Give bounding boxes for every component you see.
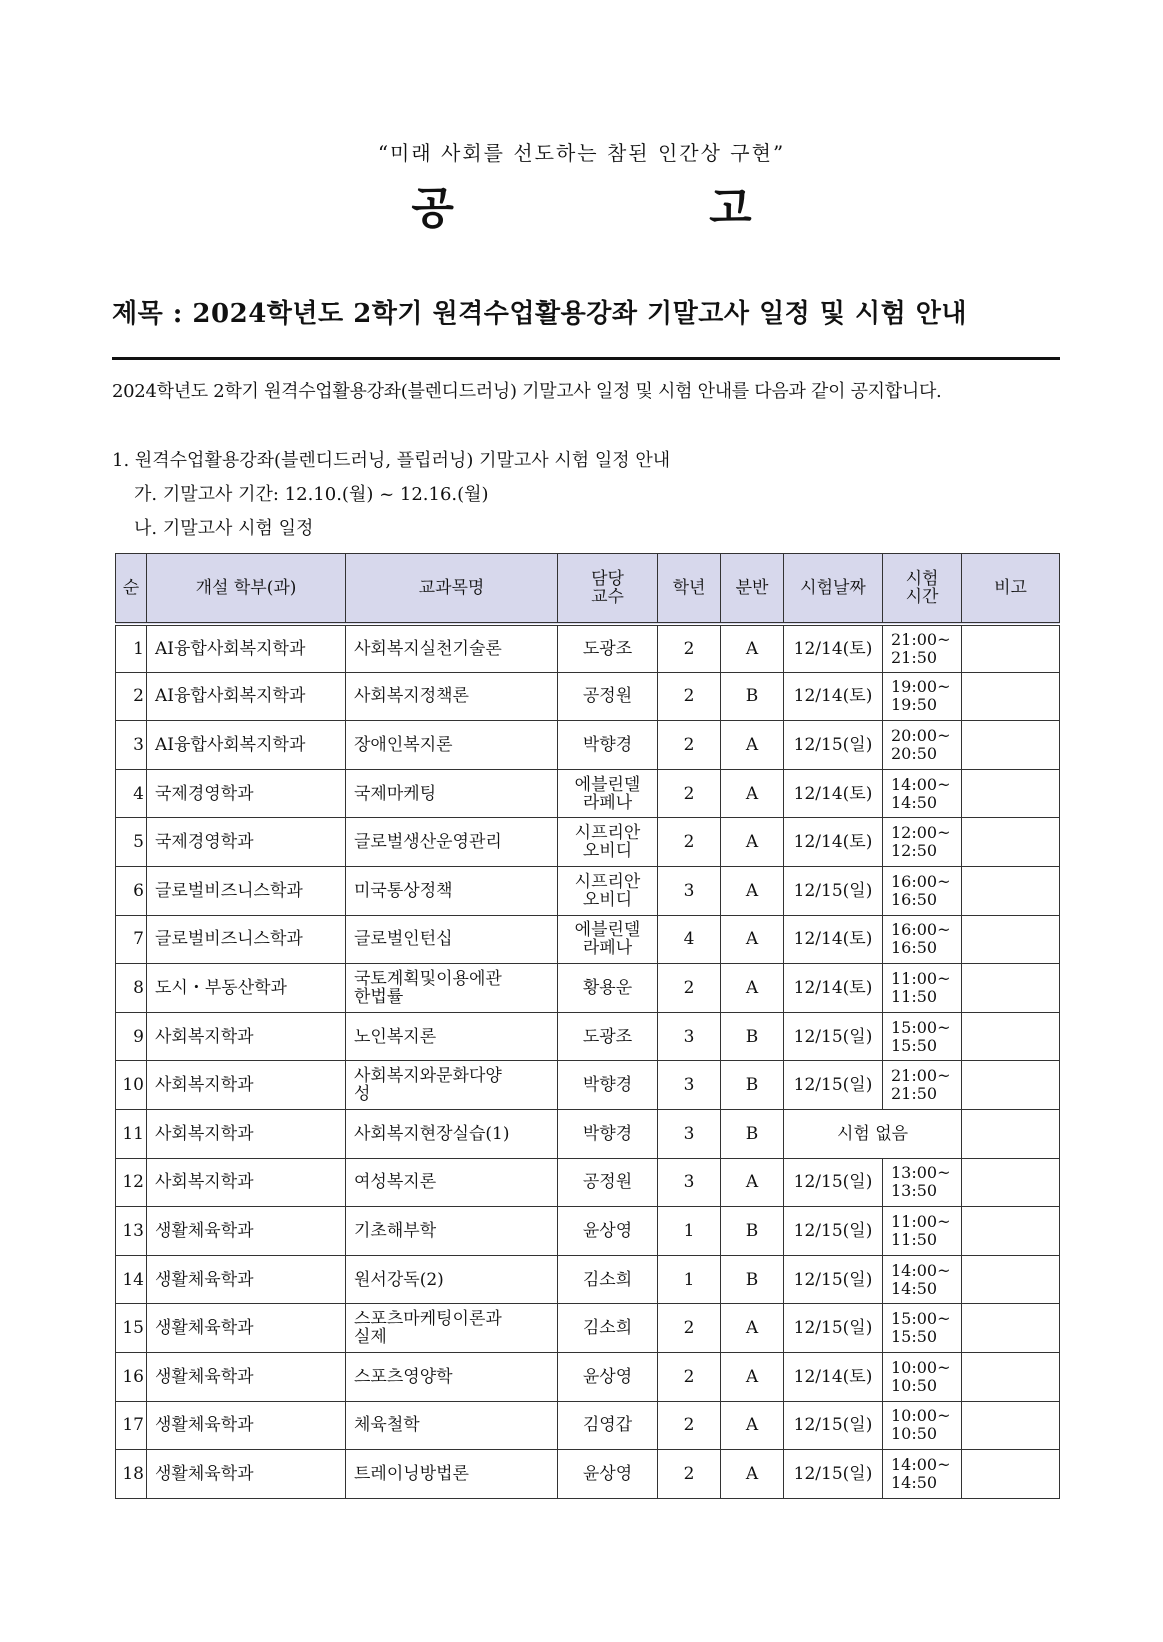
col-header-exam-time: 시험 시간 [883, 554, 962, 624]
year: 4 [658, 915, 721, 964]
course-name: 원서강독(2) [346, 1255, 558, 1304]
section: B [721, 1012, 784, 1061]
section: A [721, 1158, 784, 1207]
professor: 황용운 [558, 964, 658, 1013]
year: 3 [658, 1012, 721, 1061]
table-row [116, 1255, 1060, 1304]
table-row [116, 915, 1060, 964]
course-name: 여성복지론 [346, 1158, 558, 1207]
row-number: 5 [116, 818, 147, 867]
exam-date: 12/14(토) [784, 672, 883, 721]
table-row [116, 672, 1060, 721]
section: B [721, 1207, 784, 1256]
remarks [962, 624, 1060, 673]
exam-time: 19:00~ 19:50 [883, 672, 962, 721]
department: 생활체육학과 [147, 1450, 346, 1499]
professor: 김소희 [558, 1255, 658, 1304]
course-name: 기초해부학 [346, 1207, 558, 1256]
professor: 공정원 [558, 672, 658, 721]
exam-date: 12/15(일) [784, 1304, 883, 1353]
remarks [962, 1450, 1060, 1499]
year: 1 [658, 1255, 721, 1304]
row-number: 12 [116, 1158, 147, 1207]
section: A [721, 1304, 784, 1353]
row-number: 14 [116, 1255, 147, 1304]
professor: 공정원 [558, 1158, 658, 1207]
year: 2 [658, 1450, 721, 1499]
remarks [962, 1012, 1060, 1061]
col-header-department: 개설 학부(과) [147, 554, 346, 624]
exam-date: 12/15(일) [784, 1061, 883, 1110]
remarks [962, 1255, 1060, 1304]
row-number: 9 [116, 1012, 147, 1061]
row-number: 6 [116, 866, 147, 915]
row-number: 16 [116, 1352, 147, 1401]
course-name: 사회복지실천기술론 [346, 624, 558, 673]
exam-time: 15:00~ 15:50 [883, 1012, 962, 1061]
row-number: 1 [116, 624, 147, 673]
section-1-heading: 1. 원격수업활용강좌(블렌디드러닝, 플립러닝) 기말고사 시험 일정 안내 [112, 450, 671, 471]
exam-time: 13:00~ 13:50 [883, 1158, 962, 1207]
remarks [962, 866, 1060, 915]
exam-date: 12/14(토) [784, 769, 883, 818]
table-row [116, 1061, 1060, 1110]
exam-time: 16:00~ 16:50 [883, 915, 962, 964]
course-name: 글로벌생산운영관리 [346, 818, 558, 867]
row-number: 10 [116, 1061, 147, 1110]
section: B [721, 1061, 784, 1110]
professor: 박향경 [558, 721, 658, 770]
professor: 시프리안 오비디 [558, 866, 658, 915]
exam-date: 12/15(일) [784, 721, 883, 770]
professor: 도광조 [558, 624, 658, 673]
department: 생활체육학과 [147, 1304, 346, 1353]
remarks [962, 1061, 1060, 1110]
exam-date: 12/14(토) [784, 1352, 883, 1401]
department: 사회복지학과 [147, 1061, 346, 1110]
table-header-row [116, 554, 1060, 624]
course-name: 체육철학 [346, 1401, 558, 1450]
exam-time: 16:00~ 16:50 [883, 866, 962, 915]
professor: 김영갑 [558, 1401, 658, 1450]
table-row [116, 624, 1060, 673]
col-header-course: 교과목명 [346, 554, 558, 624]
row-number: 2 [116, 672, 147, 721]
exam-time: 20:00~ 20:50 [883, 721, 962, 770]
professor: 시프리안 오비디 [558, 818, 658, 867]
section: A [721, 1401, 784, 1450]
row-number: 8 [116, 964, 147, 1013]
year: 3 [658, 1061, 721, 1110]
row-number: 4 [116, 769, 147, 818]
table-row [116, 866, 1060, 915]
section: A [721, 915, 784, 964]
department: 생활체육학과 [147, 1207, 346, 1256]
exam-date: 12/15(일) [784, 1450, 883, 1499]
professor: 윤상영 [558, 1352, 658, 1401]
exam-time: 14:00~ 14:50 [883, 1450, 962, 1499]
section: A [721, 721, 784, 770]
remarks [962, 1158, 1060, 1207]
department: AI융합사회복지학과 [147, 672, 346, 721]
remarks [962, 769, 1060, 818]
remarks [962, 818, 1060, 867]
course-name: 스포츠영양학 [346, 1352, 558, 1401]
exam-time: 21:00~ 21:50 [883, 624, 962, 673]
department: 글로벌비즈니스학과 [147, 915, 346, 964]
exam-time: 11:00~ 11:50 [883, 964, 962, 1013]
remarks [962, 1207, 1060, 1256]
table-row [116, 964, 1060, 1013]
exam-date: 12/15(일) [784, 1255, 883, 1304]
course-name: 사회복지와문화다양 성 [346, 1061, 558, 1110]
section: A [721, 964, 784, 1013]
year: 2 [658, 1304, 721, 1353]
subject-heading: 제목 : 2024학년도 2학기 원격수업활용강좌 기말고사 일정 및 시험 안내 [112, 299, 968, 329]
exam-date: 12/15(일) [784, 1012, 883, 1061]
remarks [962, 1109, 1060, 1158]
year: 2 [658, 769, 721, 818]
col-header-no: 순 [116, 554, 147, 624]
year: 3 [658, 1158, 721, 1207]
section-1a-period: 가. 기말고사 기간: 12.10.(월) ~ 12.16.(월) [134, 484, 489, 505]
year: 2 [658, 1352, 721, 1401]
year: 2 [658, 1401, 721, 1450]
col-header-remarks: 비고 [962, 554, 1060, 624]
year: 2 [658, 721, 721, 770]
professor: 김소희 [558, 1304, 658, 1353]
exam-date: 12/14(토) [784, 818, 883, 867]
row-number: 15 [116, 1304, 147, 1353]
professor: 박향경 [558, 1061, 658, 1110]
department: 사회복지학과 [147, 1109, 346, 1158]
year: 2 [658, 624, 721, 673]
course-name: 국제마케팅 [346, 769, 558, 818]
exam-time: 10:00~ 10:50 [883, 1352, 962, 1401]
remarks [962, 672, 1060, 721]
exam-date: 12/14(토) [784, 915, 883, 964]
section: B [721, 1255, 784, 1304]
department: AI융합사회복지학과 [147, 721, 346, 770]
table-row [116, 769, 1060, 818]
exam-date: 12/15(일) [784, 1207, 883, 1256]
department: 글로벌비즈니스학과 [147, 866, 346, 915]
exam-date: 12/14(토) [784, 964, 883, 1013]
department: AI융합사회복지학과 [147, 624, 346, 673]
slogan: “미래 사회를 선도하는 참된 인간상 구현” [377, 141, 786, 165]
section: A [721, 866, 784, 915]
section: A [721, 624, 784, 673]
exam-date: 12/15(일) [784, 866, 883, 915]
exam-time: 10:00~ 10:50 [883, 1401, 962, 1450]
section-1b-schedule-heading: 나. 기말고사 시험 일정 [134, 518, 314, 539]
year: 3 [658, 1109, 721, 1158]
professor: 에블린델 라페나 [558, 915, 658, 964]
remarks [962, 915, 1060, 964]
table-row [116, 818, 1060, 867]
section: A [721, 818, 784, 867]
table-row [116, 1401, 1060, 1450]
row-number: 7 [116, 915, 147, 964]
divider [112, 357, 1060, 360]
course-name: 스포츠마케팅이론과 실제 [346, 1304, 558, 1353]
department: 생활체육학과 [147, 1401, 346, 1450]
department: 생활체육학과 [147, 1352, 346, 1401]
row-number: 17 [116, 1401, 147, 1450]
row-number: 11 [116, 1109, 147, 1158]
row-number: 13 [116, 1207, 147, 1256]
exam-date: 12/15(일) [784, 1401, 883, 1450]
section: B [721, 672, 784, 721]
row-number: 3 [116, 721, 147, 770]
section: A [721, 1352, 784, 1401]
professor: 윤상영 [558, 1450, 658, 1499]
department: 사회복지학과 [147, 1158, 346, 1207]
exam-date: 시험 없음 [784, 1109, 962, 1158]
table-body [116, 624, 1060, 1499]
course-name: 글로벌인턴십 [346, 915, 558, 964]
row-number: 18 [116, 1450, 147, 1499]
exam-time: 12:00~ 12:50 [883, 818, 962, 867]
table-row [116, 1450, 1060, 1499]
department: 생활체육학과 [147, 1255, 346, 1304]
document-title: 공 고 [411, 183, 872, 234]
col-header-section: 분반 [721, 554, 784, 624]
year: 1 [658, 1207, 721, 1256]
table-row [116, 1158, 1060, 1207]
course-name: 장애인복지론 [346, 721, 558, 770]
exam-date: 12/15(일) [784, 1158, 883, 1207]
course-name: 미국통상정책 [346, 866, 558, 915]
professor: 에블린델 라페나 [558, 769, 658, 818]
department: 사회복지학과 [147, 1012, 346, 1061]
exam-time: 15:00~ 15:50 [883, 1304, 962, 1353]
exam-time: 11:00~ 11:50 [883, 1207, 962, 1256]
course-name: 사회복지현장실습(1) [346, 1109, 558, 1158]
professor: 윤상영 [558, 1207, 658, 1256]
professor: 도광조 [558, 1012, 658, 1061]
exam-schedule-table [115, 553, 1060, 1499]
table-row [116, 721, 1060, 770]
remarks [962, 1304, 1060, 1353]
section: B [721, 1109, 784, 1158]
department: 국제경영학과 [147, 818, 346, 867]
year: 2 [658, 672, 721, 721]
course-name: 트레이닝방법론 [346, 1450, 558, 1499]
remarks [962, 1352, 1060, 1401]
intro-text: 2024학년도 2학기 원격수업활용강좌(블렌디드러닝) 기말고사 일정 및 시험 안내를 다음과 같이 공지합니다. [112, 381, 942, 402]
department: 도시・부동산학과 [147, 964, 346, 1013]
col-header-professor: 담당 교수 [558, 554, 658, 624]
remarks [962, 721, 1060, 770]
table-row [116, 1352, 1060, 1401]
course-name: 국토계획및이용에관 한법률 [346, 964, 558, 1013]
col-header-exam-date: 시험날짜 [784, 554, 883, 624]
course-name: 사회복지정책론 [346, 672, 558, 721]
year: 3 [658, 866, 721, 915]
remarks [962, 964, 1060, 1013]
table-row [116, 1207, 1060, 1256]
exam-date: 12/14(토) [784, 624, 883, 673]
section: A [721, 769, 784, 818]
department: 국제경영학과 [147, 769, 346, 818]
course-name: 노인복지론 [346, 1012, 558, 1061]
table-row [116, 1304, 1060, 1353]
table-row [116, 1012, 1060, 1061]
exam-time: 14:00~ 14:50 [883, 769, 962, 818]
year: 2 [658, 818, 721, 867]
table-row [116, 1109, 1060, 1158]
exam-time: 14:00~ 14:50 [883, 1255, 962, 1304]
section: A [721, 1450, 784, 1499]
professor: 박향경 [558, 1109, 658, 1158]
exam-time: 21:00~ 21:50 [883, 1061, 962, 1110]
remarks [962, 1401, 1060, 1450]
year: 2 [658, 964, 721, 1013]
col-header-year: 학년 [658, 554, 721, 624]
